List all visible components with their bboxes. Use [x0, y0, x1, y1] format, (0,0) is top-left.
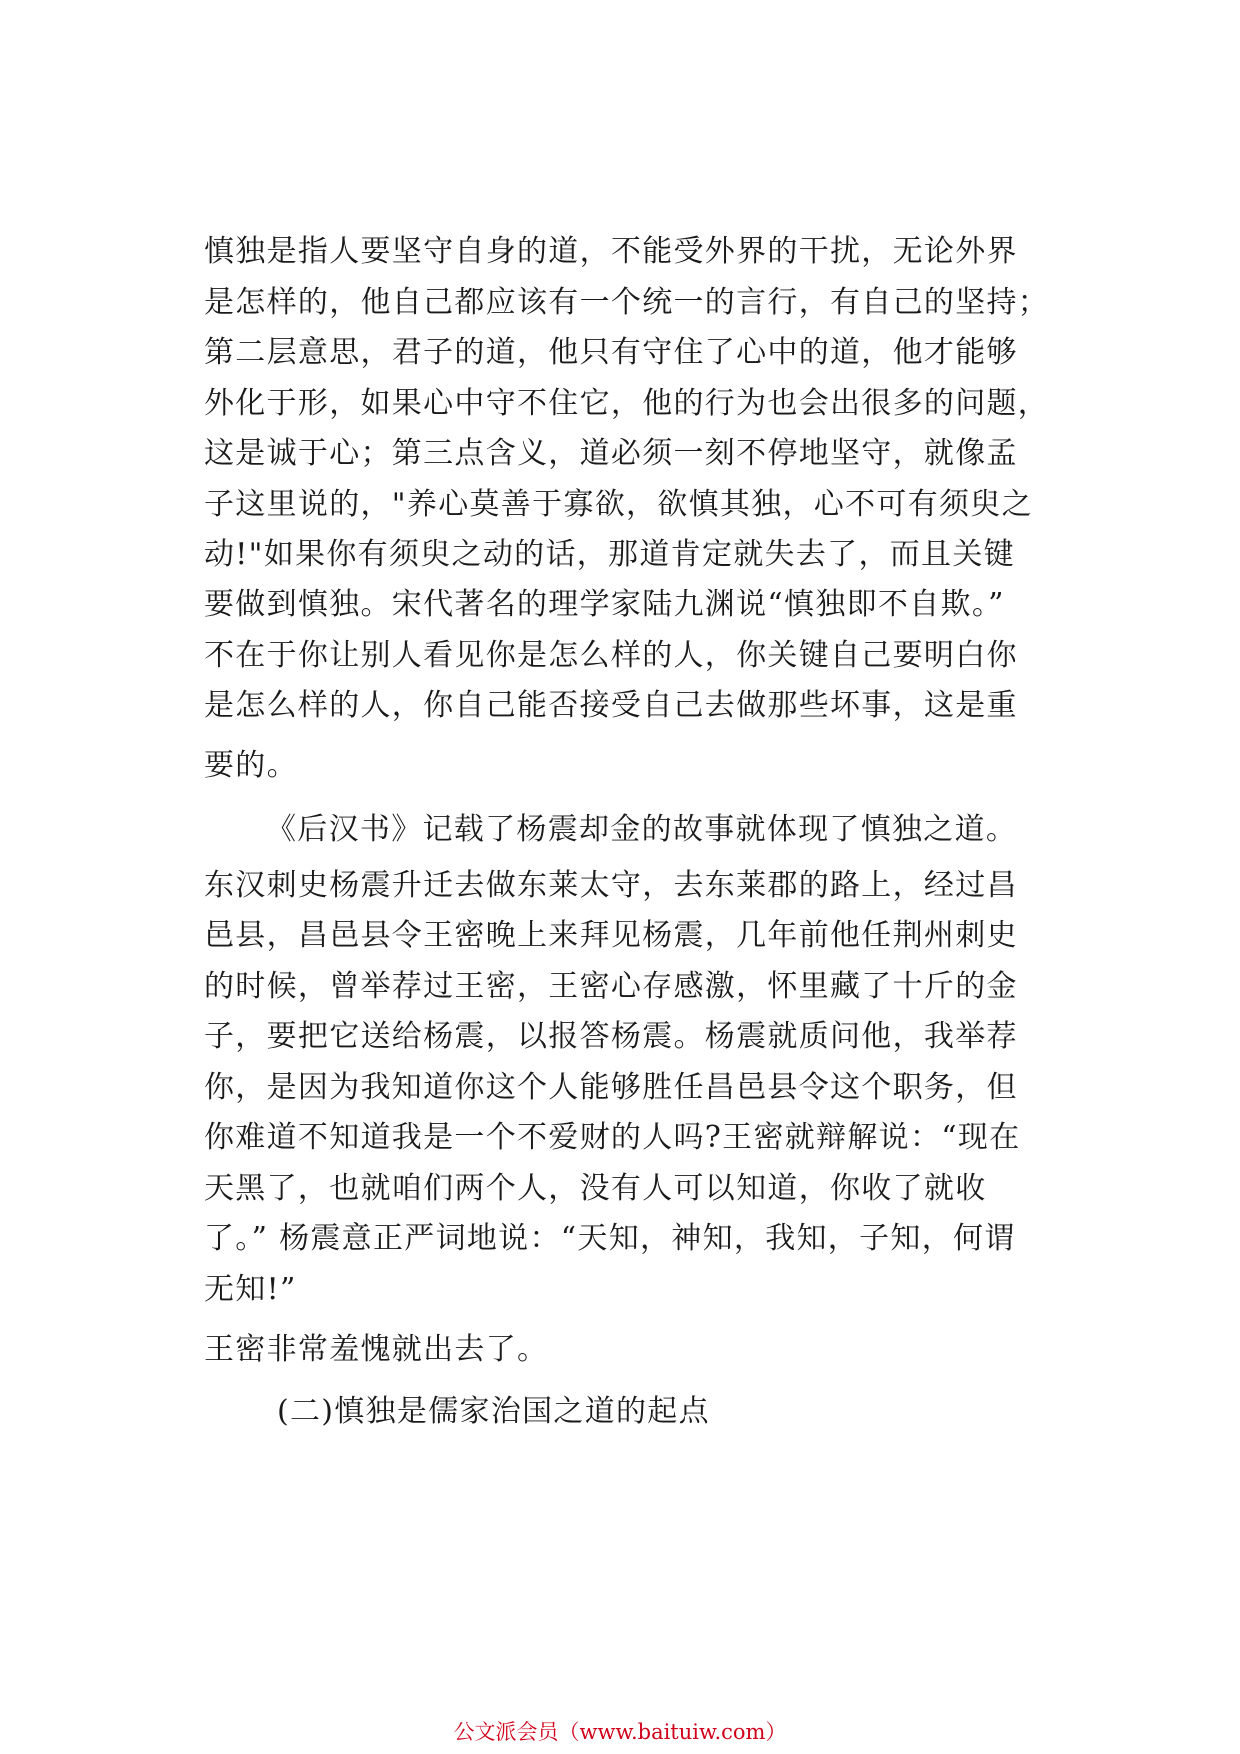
body-text-line: 子这里说的，"养心莫善于寡欲，欲慎其独，心不可有须臾之	[204, 487, 1033, 522]
body-text-line: 天黑了，也就咱们两个人，没有人可以知道，你收了就收	[204, 1171, 987, 1206]
section-heading: (二)慎独是儒家治国之道的起点	[277, 1394, 710, 1429]
body-text-line: 你，是因为我知道你这个人能够胜任昌邑县令这个职务，但	[204, 1070, 1018, 1105]
body-text-line: 是怎样的，他自己都应该有一个统一的言行，有自己的坚持；	[204, 285, 1050, 320]
body-text-line: 是怎么样的人，你自己能否接受自己去做那些坏事，这是重	[204, 688, 1018, 723]
body-text-line: 不在于你让别人看见你是怎么样的人，你关键自己要明白你	[204, 638, 1018, 673]
body-text-line: 这是诚于心；第三点含义，道必须一刻不停地坚守，就像孟	[204, 436, 1018, 471]
body-text-line: 要做到慎独。宋代著名的理学家陆九渊说“慎独即不自欺。”	[204, 587, 1005, 622]
body-text-line: 了。” 杨震意正严词地说：“天知，神知，我知，子知，何谓	[204, 1221, 1016, 1256]
body-text-line: 无知!”	[204, 1272, 297, 1307]
body-text-line: 要的。	[204, 748, 298, 783]
body-text-line: 的时候，曾举荐过王密，王密心存感激，怀里藏了十斤的金	[204, 969, 1018, 1004]
paragraph-first-line: 《后汉书》记载了杨震却金的故事就体现了慎独之道。	[266, 812, 1018, 847]
body-text-line: 外化于形，如果心中守不住它，他的行为也会出很多的问题，	[204, 386, 1050, 421]
body-text-line: 东汉刺史杨震升迁去做东莱太守，去东莱郡的路上，经过昌	[204, 868, 1018, 903]
body-text-line: 动!"如果你有须臾之动的话，那道肯定就失去了，而且关键	[204, 537, 1015, 572]
body-text-line: 王密非常羞愧就出去了。	[204, 1332, 549, 1367]
body-text-line: 慎独是指人要坚守自身的道，不能受外界的干扰，无论外界	[204, 234, 1018, 269]
body-text-line: 你难道不知道我是一个不爱财的人吗?王密就辩解说：“现在	[204, 1120, 1021, 1155]
footer-watermark: 公文派会员（www.baituiw.com）	[453, 1720, 787, 1744]
body-text-line: 子，要把它送给杨震，以报答杨震。杨震就质问他，我举荐	[204, 1019, 1018, 1054]
body-text-line: 邑县，昌邑县令王密晚上来拜见杨震，几年前他任荆州刺史	[204, 918, 1018, 953]
body-text-line: 第二层意思，君子的道，他只有守住了心中的道，他才能够	[204, 335, 1018, 370]
